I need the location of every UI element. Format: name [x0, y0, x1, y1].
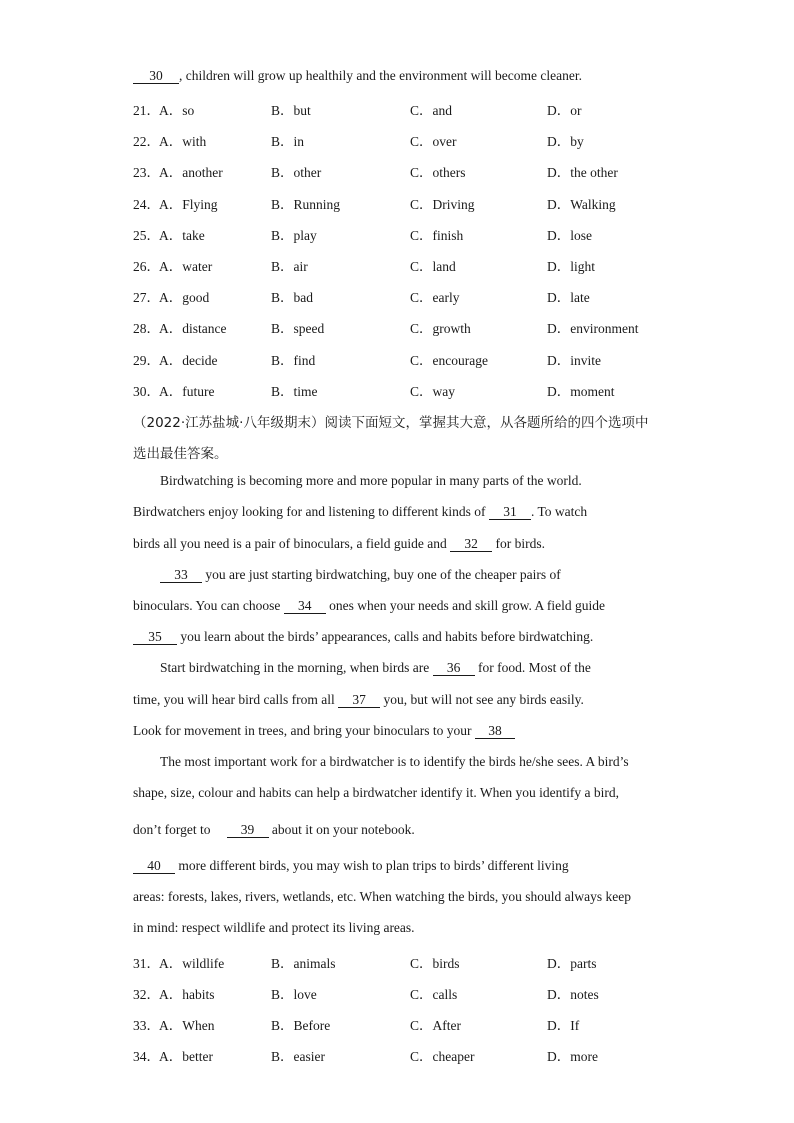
option-d[interactable]: D．lose — [547, 227, 592, 243]
blank-36: 36 — [433, 661, 475, 676]
blank-31: 31 — [489, 505, 531, 520]
option-b[interactable]: B．find — [271, 352, 316, 368]
option-b[interactable]: B．time — [271, 383, 318, 399]
option-a[interactable]: A．Flying — [159, 196, 218, 212]
passage-p4-line3 — [133, 822, 415, 838]
option-a[interactable]: A．decide — [159, 352, 218, 368]
question-number: 26． — [133, 259, 160, 274]
text: Birdwatchers enjoy looking for and listening to different kinds of — [133, 504, 489, 519]
option-a[interactable]: A．take — [159, 227, 205, 243]
passage-p1-line1: Birdwatching is becoming more and more popular in many parts of the world. — [160, 473, 582, 488]
option-c[interactable]: C．way — [410, 383, 455, 399]
option-c[interactable]: C．over — [410, 134, 457, 150]
option-d[interactable]: D．late — [547, 290, 590, 306]
option-b[interactable]: B．but — [271, 103, 311, 118]
blank-37: 37 — [338, 693, 380, 708]
text: you, but will not see any birds easily. — [380, 692, 584, 707]
option-d[interactable]: D．or — [547, 103, 582, 118]
option-b[interactable]: B．Running — [271, 196, 341, 212]
question-number: 32． — [133, 987, 160, 1002]
blank-33: 33 — [160, 568, 202, 583]
option-b[interactable]: B．play — [271, 227, 317, 243]
passage-p1-line3 — [133, 536, 545, 552]
option-c[interactable]: C．growth — [410, 321, 471, 337]
option-a[interactable]: A．with — [159, 134, 207, 150]
text: ones when your needs and skill grow. A field guide — [325, 598, 605, 613]
text: Look for movement in trees, and bring your binoculars to your — [133, 723, 475, 738]
option-c[interactable]: C．calls — [410, 987, 458, 1002]
option-d[interactable]: D．the other — [547, 165, 618, 181]
text: you learn about the birds’ appearances, calls and habits before birdwatching. — [177, 629, 594, 644]
top-sentence — [133, 68, 582, 84]
option-a[interactable]: A．When — [159, 1018, 215, 1033]
option-a[interactable]: A．good — [159, 290, 210, 306]
passage-p3-line3 — [133, 723, 515, 739]
option-c[interactable]: C．others — [410, 165, 466, 181]
question-number: 34． — [133, 1049, 160, 1064]
question-number: 25． — [133, 227, 160, 243]
blank-39: 39 — [227, 823, 269, 838]
option-b[interactable]: B．love — [271, 987, 317, 1002]
passage-p2-line1 — [160, 567, 561, 583]
text: . To watch — [530, 504, 588, 519]
text: birds all you need is a pair of binoculars, a field guide and — [133, 536, 451, 551]
passage-p4-line2: shape, size, colour and habits can help a birdwatcher identify it. When you identify a bird, — [133, 785, 619, 800]
option-c[interactable]: C．Driving — [410, 196, 475, 212]
option-c[interactable]: C．birds — [410, 956, 460, 971]
option-c[interactable]: C．and — [410, 103, 452, 118]
option-b[interactable]: B．in — [271, 134, 305, 150]
option-c[interactable]: C．encourage — [410, 352, 488, 368]
blank-35: 35 — [133, 630, 177, 645]
option-d[interactable]: D．Walking — [547, 196, 616, 212]
text: time, you will hear bird calls from all — [133, 692, 339, 707]
question-number: 30． — [133, 383, 160, 399]
option-b[interactable]: B．speed — [271, 321, 325, 337]
option-d[interactable]: D．invite — [547, 352, 601, 368]
question-number: 31． — [133, 956, 160, 971]
option-c[interactable]: C．finish — [410, 227, 464, 243]
instructions-line-1: （2022·江苏盐城·八年级期末）阅读下面短文，掌握其大意，从各题所给的四个选项中 — [133, 415, 649, 431]
blank-40: 40 — [133, 859, 175, 874]
question-number: 23． — [133, 165, 160, 181]
question-number: 21． — [133, 103, 160, 118]
option-c[interactable]: C．cheaper — [410, 1049, 475, 1064]
option-a[interactable]: A．wildlife — [159, 956, 225, 971]
instructions-line-2: 选出最佳答案。 — [133, 446, 228, 462]
text: don’t forget to — [133, 822, 211, 837]
passage-p3-line1 — [160, 660, 591, 676]
option-a[interactable]: A．habits — [159, 987, 215, 1002]
option-b[interactable]: B．Before — [271, 1018, 331, 1033]
blank-30: 30 — [133, 69, 179, 84]
text: for food. Most of the — [474, 660, 591, 675]
option-c[interactable]: C．early — [410, 290, 460, 306]
text: Start birdwatching in the morning, when birds are — [160, 660, 433, 675]
blank-38: 38 — [475, 724, 515, 739]
option-a[interactable]: A．another — [159, 165, 223, 181]
text: more different birds, you may wish to plan trips to birds’ different living — [175, 858, 569, 873]
passage-p4-line1: The most important work for a birdwatcher is to identify the birds he/she sees. A bird’s — [160, 754, 629, 769]
question-number: 33． — [133, 1018, 160, 1033]
option-d[interactable]: D．environment — [547, 321, 639, 337]
question-number: 24． — [133, 196, 160, 212]
option-d[interactable]: D．more — [547, 1049, 598, 1064]
option-d[interactable]: D．moment — [547, 383, 615, 399]
text: about it on your notebook. — [268, 822, 415, 837]
option-b[interactable]: B．other — [271, 165, 322, 181]
text: for birds. — [492, 536, 546, 551]
passage-p1-line2 — [133, 504, 587, 520]
option-d[interactable]: D．by — [547, 134, 584, 150]
option-a[interactable]: A．water — [159, 259, 213, 274]
option-d[interactable]: D．light — [547, 259, 596, 274]
question-number: 22． — [133, 134, 160, 150]
option-b[interactable]: B．air — [271, 259, 308, 274]
option-a[interactable]: A．so — [159, 103, 195, 118]
question-number: 27． — [133, 290, 160, 306]
blank-34: 34 — [284, 599, 326, 614]
passage-p3-line2 — [133, 692, 584, 708]
option-d[interactable]: D．notes — [547, 987, 599, 1002]
option-d[interactable]: D．parts — [547, 956, 597, 971]
question-number: 28． — [133, 321, 160, 337]
blank-32: 32 — [450, 537, 492, 552]
text: binoculars. You can choose — [133, 598, 284, 613]
option-d[interactable]: D．If — [547, 1018, 580, 1033]
question-number: 29． — [133, 352, 160, 368]
option-b[interactable]: B．bad — [271, 290, 313, 306]
text: you are just starting birdwatching, buy one of the cheaper pairs of — [202, 567, 561, 582]
passage-p2-line3 — [133, 629, 593, 645]
option-a[interactable]: A．distance — [159, 321, 227, 337]
option-a[interactable]: A．future — [159, 383, 215, 399]
option-c[interactable]: C．After — [410, 1018, 461, 1033]
passage-p2-line2 — [133, 598, 605, 614]
passage-p5-line3: in mind: respect wildlife and protect its living areas. — [133, 920, 415, 935]
passage-p5-line2: areas: forests, lakes, rivers, wetlands, etc. When watching the birds, you should always keep — [133, 889, 631, 904]
option-c[interactable]: C．land — [410, 259, 456, 274]
option-a[interactable]: A．better — [159, 1049, 213, 1064]
passage-p5-line1 — [133, 858, 569, 874]
top-sentence-text: , children will grow up healthily and the environment will become cleaner. — [179, 68, 583, 83]
option-b[interactable]: B．animals — [271, 956, 336, 971]
option-b[interactable]: B．easier — [271, 1049, 325, 1064]
